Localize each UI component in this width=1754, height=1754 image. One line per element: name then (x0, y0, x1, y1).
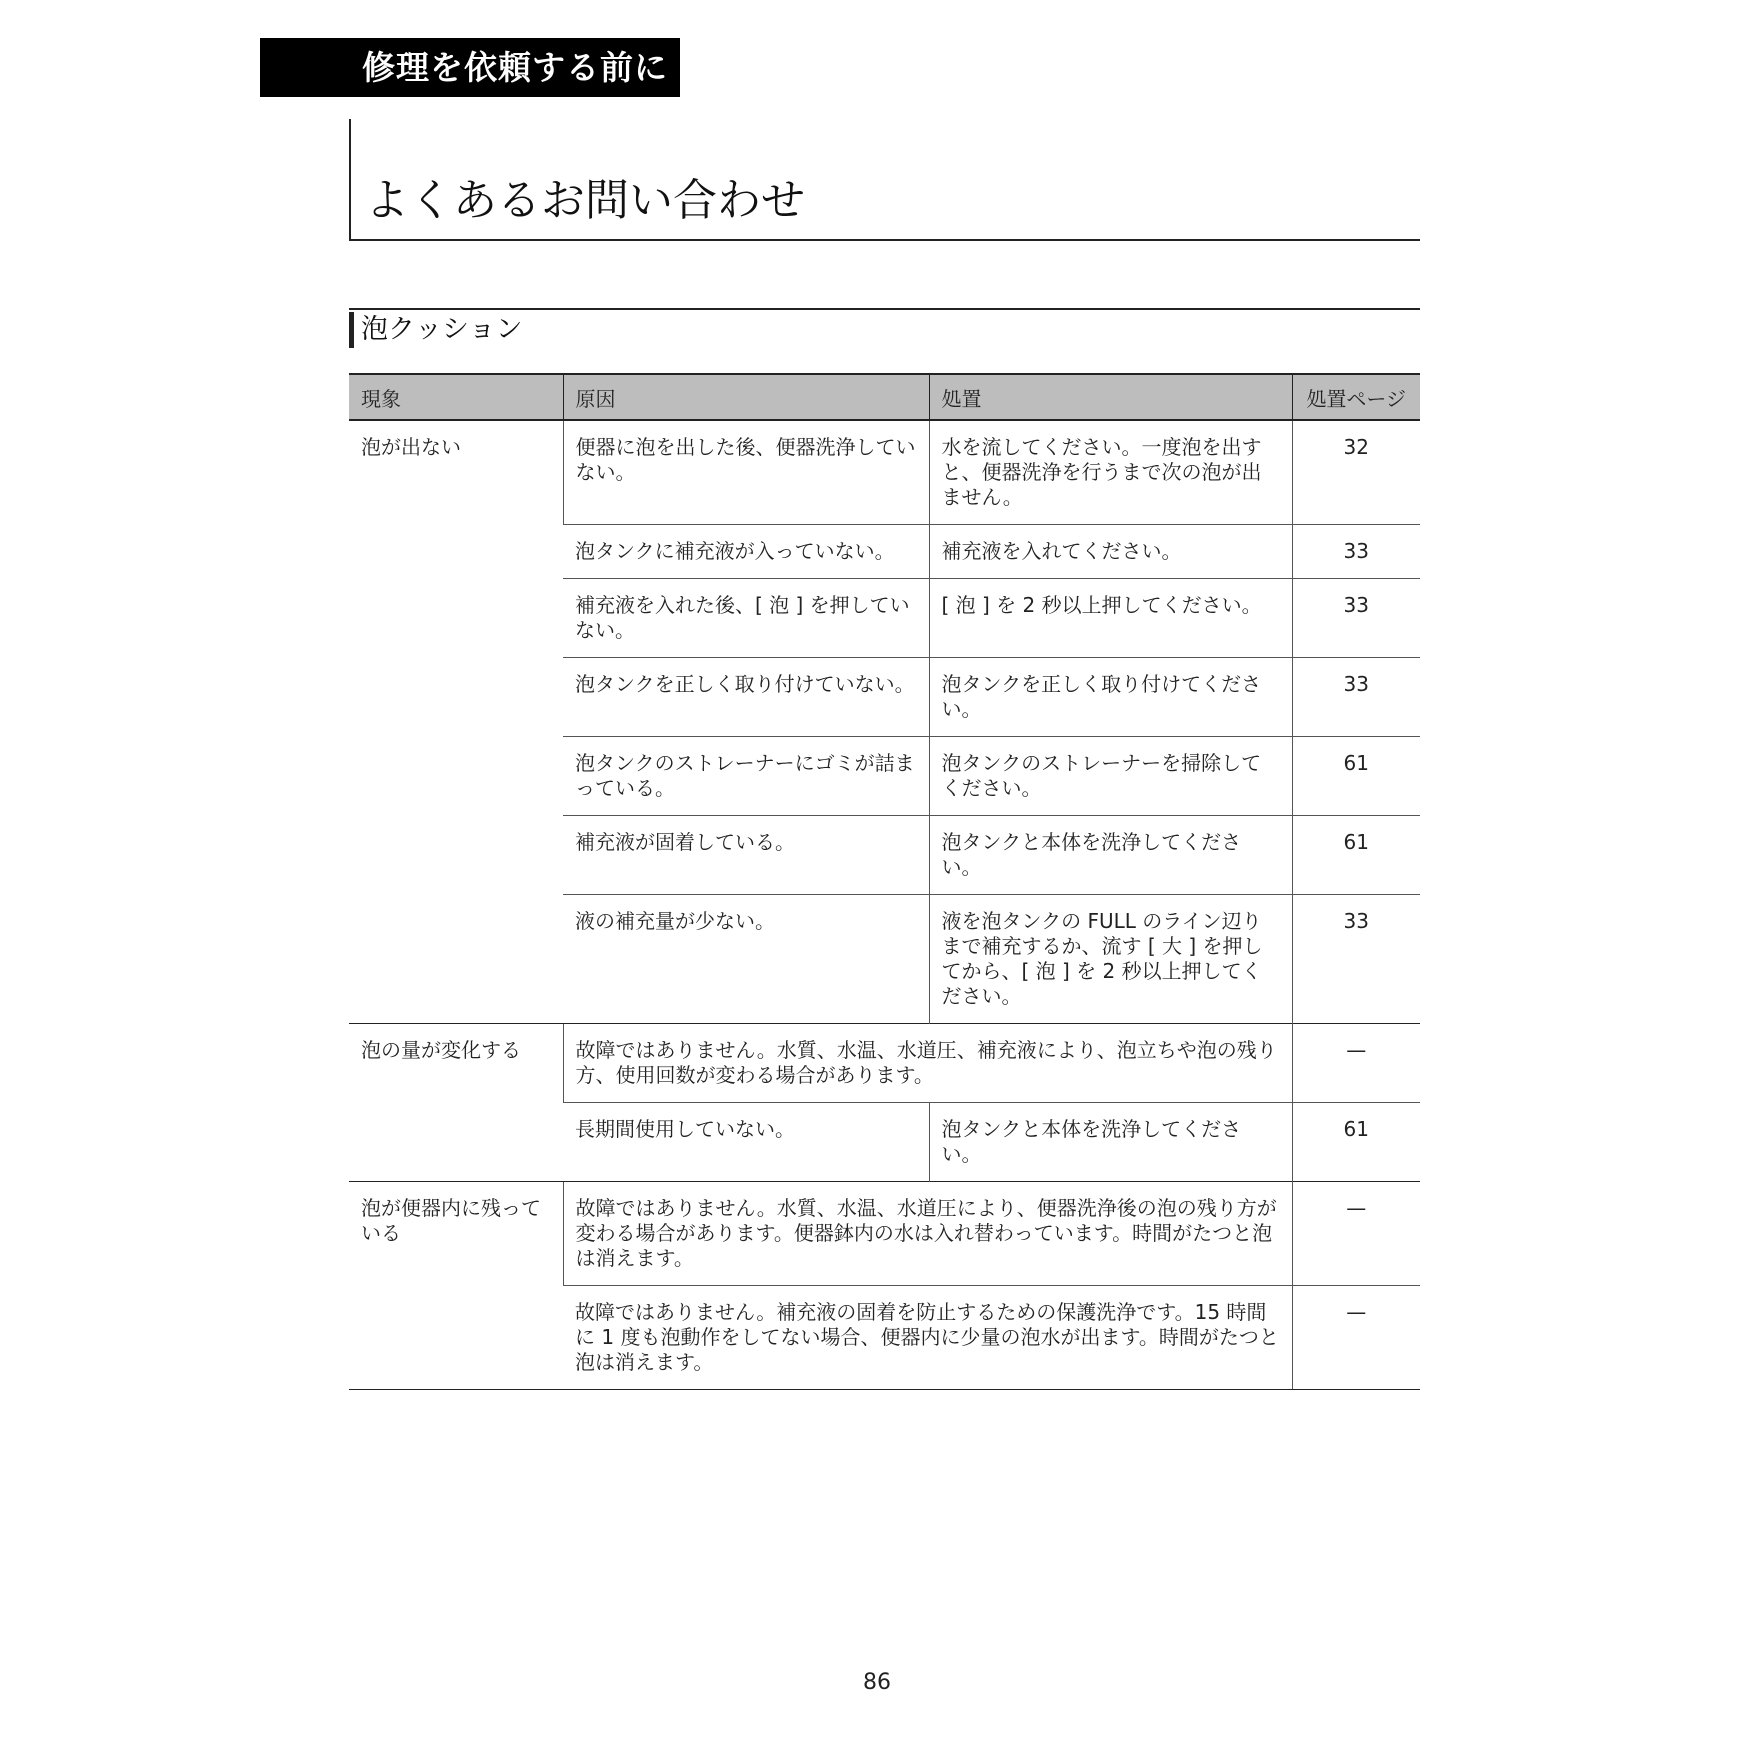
symptom-cell: 泡が出ない (349, 420, 563, 1024)
page-ref-cell: — (1292, 1286, 1420, 1390)
page-ref-cell: — (1292, 1182, 1420, 1286)
remedy-cell: 泡タンクを正しく取り付けてください。 (929, 658, 1292, 737)
symptom-cell: 泡が便器内に残っている (349, 1182, 563, 1390)
remedy-cell: 補充液を入れてください。 (929, 525, 1292, 579)
merged-note-cell: 故障ではありません。水質、水温、水道圧により、便器洗浄後の泡の残り方が変わる場合があります。便器鉢内の水は入れ替わっています。時間がたつと泡は消えます。 (563, 1182, 1292, 1286)
title-block (349, 119, 1420, 241)
page-ref-cell: 33 (1292, 525, 1420, 579)
header-symptom: 現象 (349, 374, 563, 420)
cause-cell: 泡タンクのストレーナーにゴミが詰まっている。 (563, 737, 929, 816)
faq-table (349, 373, 1420, 1390)
page-title: よくあるお問い合わせ (365, 175, 805, 226)
page-ref-cell: 33 (1292, 658, 1420, 737)
symptom-cell: 泡の量が変化する (349, 1024, 563, 1182)
page-number: 86 (863, 1670, 891, 1695)
remedy-cell: 液を泡タンクの FULL のライン辺りまで補充するか、流す [ 大 ] を押してから、[ 泡 ] を 2 秒以上押してください。 (929, 895, 1292, 1024)
remedy-cell: 水を流してください。一度泡を出すと、便器洗浄を行うまで次の泡が出ません。 (929, 420, 1292, 525)
page-ref-cell: 61 (1292, 737, 1420, 816)
remedy-cell: 泡タンクと本体を洗浄してください。 (929, 1103, 1292, 1182)
table-row (349, 1182, 1420, 1286)
table-row (349, 420, 1420, 525)
table-row (349, 1024, 1420, 1103)
chapter-tab (260, 38, 680, 97)
header-page: 処置ページ (1292, 374, 1420, 420)
section-heading (349, 312, 522, 348)
cause-cell: 液の補充量が少ない。 (563, 895, 929, 1024)
merged-note-cell: 故障ではありません。補充液の固着を防止するための保護洗浄です。15 時間に 1 度も泡動作をしてない場合、便器内に少量の泡水が出ます。時間がたつと泡は消えます。 (563, 1286, 1292, 1390)
cause-cell: 長期間使用していない。 (563, 1103, 929, 1182)
chapter-label: 修理を依頼する前に (362, 48, 668, 87)
table-header-row (349, 374, 1420, 420)
cause-cell: 補充液を入れた後、[ 泡 ] を押していない。 (563, 579, 929, 658)
cause-cell: 補充液が固着している。 (563, 816, 929, 895)
section-rule (349, 308, 1420, 310)
cause-cell: 便器に泡を出した後、便器洗浄していない。 (563, 420, 929, 525)
page-ref-cell: — (1292, 1024, 1420, 1103)
page-ref-cell: 61 (1292, 816, 1420, 895)
cause-cell: 泡タンクに補充液が入っていない。 (563, 525, 929, 579)
page-ref-cell: 61 (1292, 1103, 1420, 1182)
page-ref-cell: 32 (1292, 420, 1420, 525)
remedy-cell: [ 泡 ] を 2 秒以上押してください。 (929, 579, 1292, 658)
header-cause: 原因 (563, 374, 929, 420)
section-title: 泡クッション (361, 314, 523, 345)
remedy-cell: 泡タンクのストレーナーを掃除してください。 (929, 737, 1292, 816)
cause-cell: 泡タンクを正しく取り付けていない。 (563, 658, 929, 737)
header-remedy: 処置 (929, 374, 1292, 420)
remedy-cell: 泡タンクと本体を洗浄してください。 (929, 816, 1292, 895)
page-ref-cell: 33 (1292, 579, 1420, 658)
merged-note-cell: 故障ではありません。水質、水温、水道圧、補充液により、泡立ちや泡の残り方、使用回数が変わる場合があります。 (563, 1024, 1292, 1103)
page-ref-cell: 33 (1292, 895, 1420, 1024)
